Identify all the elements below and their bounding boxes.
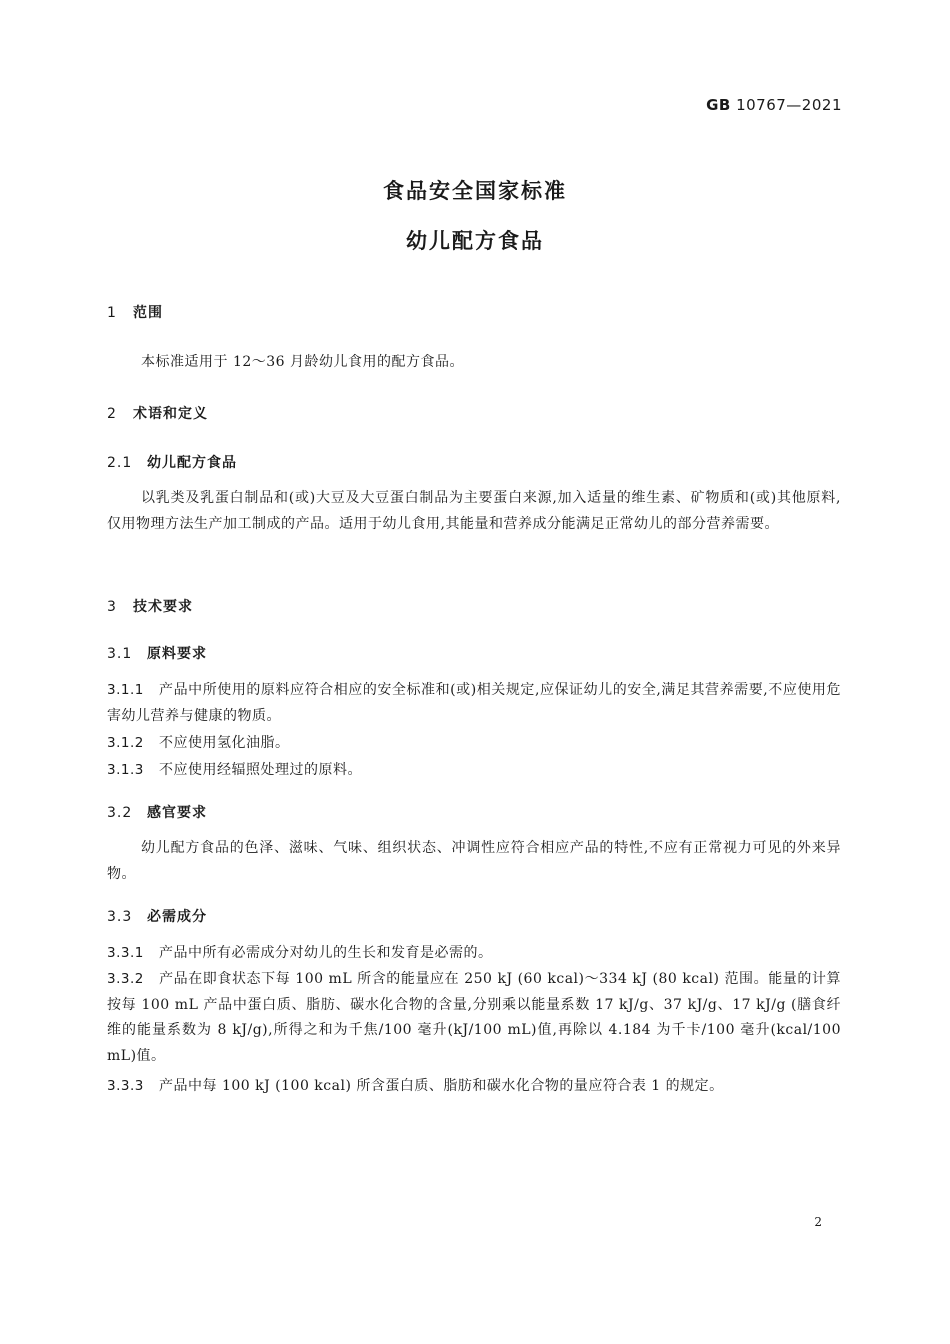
document-subtitle: 幼儿配方食品 (406, 229, 544, 253)
section-title: 技术要求 (133, 599, 193, 615)
page-number: 2 (814, 1215, 822, 1229)
standard-prefix: GB (706, 96, 731, 114)
section-title: 术语和定义 (133, 406, 208, 422)
section-3-3-heading (107, 906, 207, 926)
section-2-1-heading (107, 452, 237, 472)
section-number: 2 (107, 406, 117, 422)
clause-number: 3.1.2 (107, 735, 144, 751)
section-title: 感官要求 (147, 805, 207, 821)
section-title: 范围 (133, 305, 163, 321)
section-2-heading (107, 403, 208, 423)
section-2-1-text: 以乳类及乳蛋白制品和(或)大豆及大豆蛋白制品为主要蛋白来源,加入适量的维生素、矿物质和(或)其他原料,仅用物理方法生产加工制成的产品。适用于幼儿食用,其能量和营养成分能满足正常幼儿的部分营养需要。 (107, 490, 841, 532)
section-number: 3 (107, 599, 117, 615)
clause-3-3-3 (107, 1074, 841, 1100)
clause-3-3-1 (107, 941, 841, 967)
standard-code: 10767—2021 (736, 96, 842, 114)
section-3-2-heading (107, 802, 207, 822)
clause-text: 产品中所有必需成分对幼儿的生长和发育是必需的。 (159, 945, 493, 961)
standard-number (706, 96, 842, 114)
clause-text: 产品中每 100 kJ (100 kcal) 所含蛋白质、脂肪和碳水化合物的量应符合表 1 的规定。 (159, 1078, 724, 1094)
clause-number: 3.1.3 (107, 762, 144, 778)
section-number: 3.3 (107, 909, 133, 925)
clause-text: 产品中所使用的原料应符合相应的安全标准和(或)相关规定,应保证幼儿的安全,满足其营养需要,不应使用危害幼儿营养与健康的物质。 (107, 682, 841, 724)
section-title: 必需成分 (147, 909, 207, 925)
clause-number: 3.3.2 (107, 971, 144, 987)
clause-3-1-3 (107, 758, 841, 784)
clause-text: 产品在即食状态下每 100 mL 所含的能量应在 250 kJ (60 kcal)～334 kJ (80 kcal) 范围。能量的计算按每 100 mL 产品中蛋白质、脂肪、碳水化合物的含量,分别乘以能量系数 17 kJ/g、37 kJ/g、17 kJ/g (膳食纤维的能量系数为 8 kJ/g),所得之和为千焦/100 毫升(kJ/100 mL)值,再除以 4.184 为千卡/100 毫升(kcal/100 mL)值。 (107, 971, 841, 1064)
section-3-1-heading (107, 643, 207, 663)
clause-3-3-2 (107, 967, 841, 1069)
clause-text: 不应使用经辐照处理过的原料。 (159, 762, 362, 778)
section-number: 3.1 (107, 646, 133, 662)
clause-text: 不应使用氢化油脂。 (159, 735, 290, 751)
clause-3-1-2 (107, 731, 841, 757)
clause-number: 3.3.1 (107, 945, 144, 961)
section-3-2-text: 幼儿配方食品的色泽、滋味、气味、组织状态、冲调性应符合相应产品的特性,不应有正常视力可见的外来异物。 (107, 840, 841, 882)
section-title: 幼儿配方食品 (147, 455, 237, 471)
section-1-heading (107, 302, 163, 322)
section-3-heading (107, 596, 193, 616)
section-number: 2.1 (107, 455, 133, 471)
clause-number: 3.1.1 (107, 682, 144, 698)
section-1-text: 本标准适用于 12～36 月龄幼儿食用的配方食品。 (141, 354, 465, 370)
document-title: 食品安全国家标准 (383, 179, 567, 203)
section-number: 1 (107, 305, 117, 321)
section-title: 原料要求 (147, 646, 207, 662)
clause-number: 3.3.3 (107, 1078, 144, 1094)
section-number: 3.2 (107, 805, 133, 821)
clause-3-1-1 (107, 678, 841, 729)
